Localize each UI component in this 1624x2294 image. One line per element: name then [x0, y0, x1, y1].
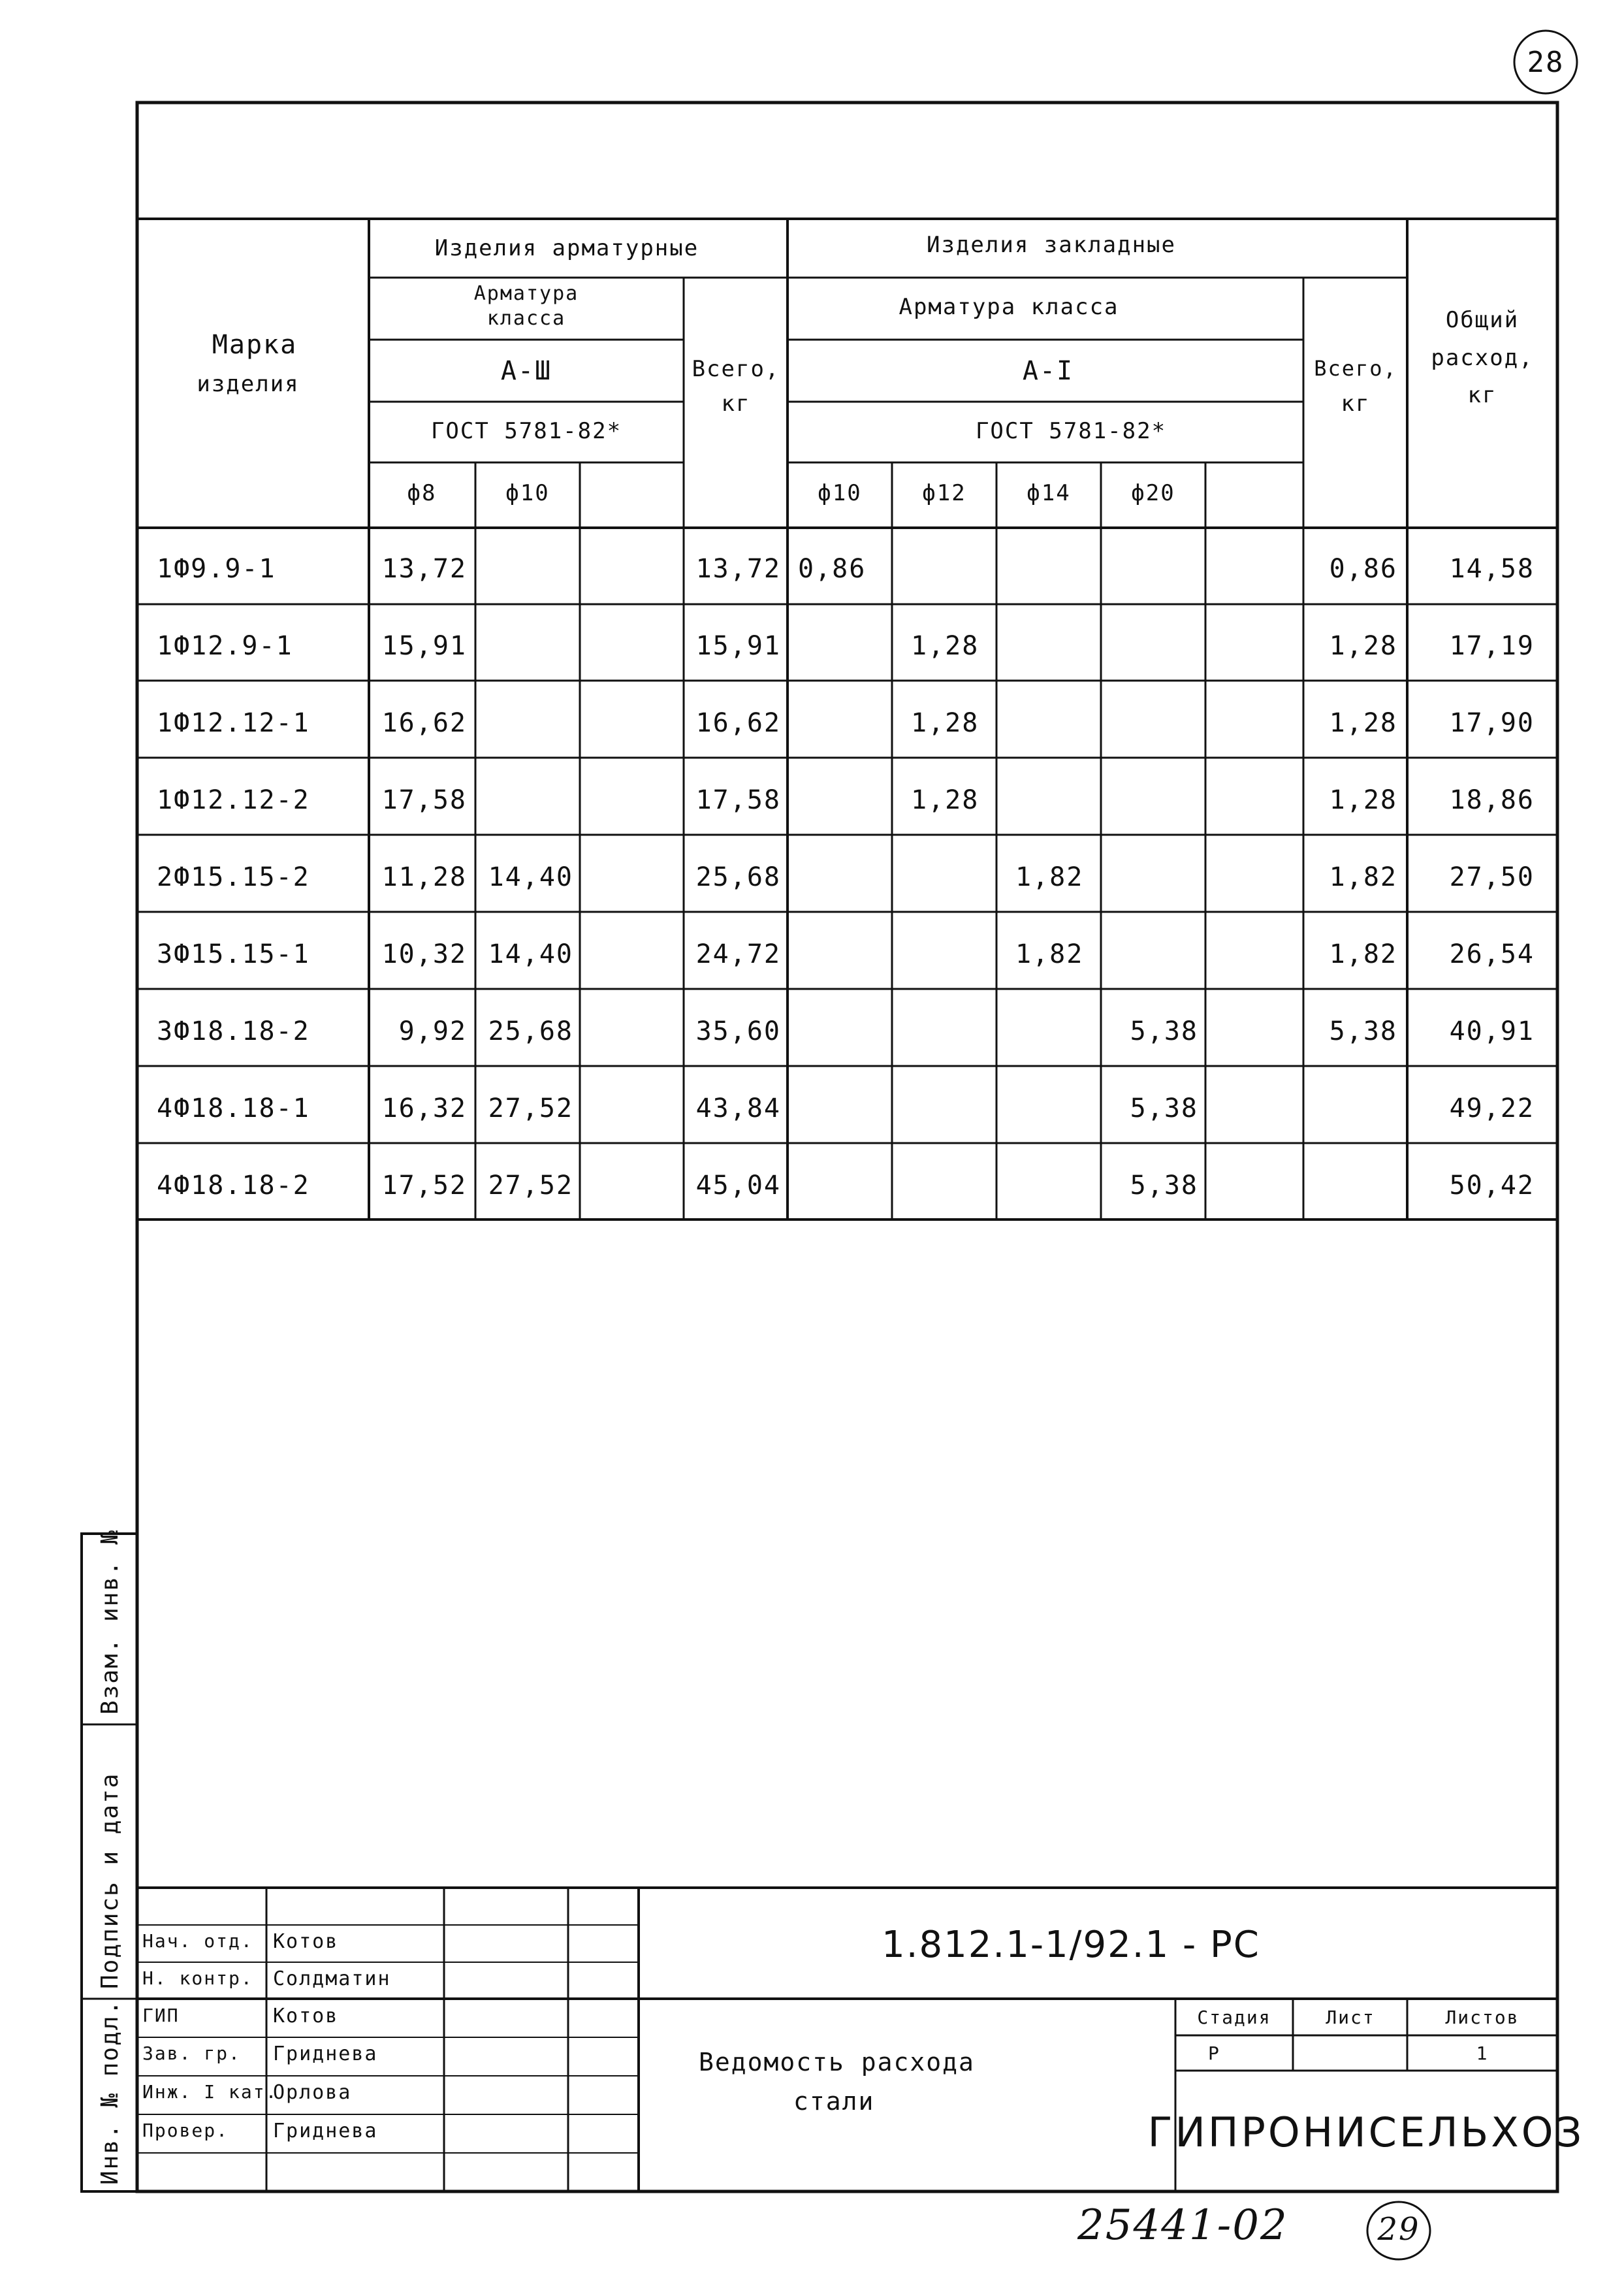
listov-value: 1 — [1476, 2043, 1489, 2064]
cell-vsego-zakl: 1,28 — [1329, 631, 1397, 661]
cell-d8: 17,52 — [381, 1171, 467, 1201]
header-d-zakl-14: ф14 — [1027, 480, 1071, 506]
header-vsego-1a: Всего, — [692, 356, 780, 382]
cell-mark: 4Ф18.18-1 — [157, 1093, 310, 1123]
cell-mark: 1Ф9.9-1 — [157, 554, 276, 584]
header-arm-klassa-2: Арматура класса — [899, 294, 1119, 320]
cell-d8: 17,58 — [381, 785, 467, 815]
list-label: Лист — [1326, 2007, 1375, 2028]
cell-vsego-arm: 17,58 — [695, 785, 781, 815]
header-d-zakl-20: ф20 — [1131, 480, 1175, 506]
role-label: Н. контр. — [142, 1967, 253, 1989]
header-d-zakl-10: ф10 — [818, 480, 862, 506]
side-stamp-inv-podl: Инв. № подл. — [97, 1999, 123, 2185]
cell-vsego-arm: 13,72 — [695, 554, 781, 584]
cell-z14: 1,82 — [1015, 939, 1084, 969]
cell-vsego-zakl: 0,86 — [1329, 554, 1397, 584]
stadiya-label: Стадия — [1197, 2007, 1271, 2028]
cell-mark: 4Ф18.18-2 — [157, 1171, 310, 1201]
cell-vsego-arm: 15,91 — [695, 631, 781, 661]
role-label: Инж. I кат. — [142, 2081, 278, 2103]
bottom-page: 29 — [1377, 2211, 1420, 2248]
person-name: Орлова — [273, 2081, 352, 2104]
cell-total: 14,58 — [1449, 554, 1535, 584]
header-d-arm-8: ф8 — [407, 480, 437, 506]
cell-d10: 25,68 — [488, 1016, 573, 1046]
cell-d10: 14,40 — [488, 939, 573, 969]
cell-vsego-arm: 45,04 — [695, 1171, 781, 1201]
header-arm-klassa-1b: класса — [486, 307, 566, 330]
cell-vsego-zakl: 5,38 — [1329, 1016, 1397, 1046]
page-number-top: 28 — [1527, 46, 1565, 79]
side-stamp-podpis-data: Подпись и дата — [97, 1772, 123, 1989]
person-name: Котов — [273, 1930, 339, 1953]
cell-d8: 9,92 — [398, 1016, 467, 1046]
cell-total: 40,91 — [1449, 1016, 1535, 1046]
header-klass-1: А-Ш — [500, 356, 552, 386]
role-label: ГИП — [142, 2005, 180, 2026]
header-d-arm-10: ф10 — [505, 480, 550, 506]
cell-vsego-zakl: 1,28 — [1329, 785, 1397, 815]
header-vsego-2b: кг — [1341, 391, 1371, 417]
cell-vsego-arm: 35,60 — [695, 1016, 781, 1046]
cell-d8: 16,62 — [381, 708, 467, 738]
cell-d8: 16,32 — [381, 1093, 467, 1123]
cell-mark: 3Ф18.18-2 — [157, 1016, 310, 1046]
document-code: 1.812.1-1/92.1 - РС — [882, 1924, 1260, 1966]
person-name: Гриднева — [273, 2120, 378, 2142]
cell-z20: 5,38 — [1130, 1016, 1198, 1046]
cell-d10: 14,40 — [488, 862, 573, 892]
cell-z20: 5,38 — [1130, 1093, 1198, 1123]
header-gost-1: ГОСТ 5781-82* — [430, 418, 622, 444]
cell-d8: 13,72 — [381, 554, 467, 584]
cell-vsego-arm: 43,84 — [695, 1093, 781, 1123]
role-label: Нач. отд. — [142, 1930, 253, 1952]
header-izd-zakl: Изделия закладные — [927, 232, 1176, 258]
header-izd-arm: Изделия арматурные — [434, 235, 699, 261]
cell-total: 18,86 — [1449, 785, 1535, 815]
cell-z20: 5,38 — [1130, 1171, 1198, 1201]
cell-total: 50,42 — [1449, 1171, 1535, 1201]
cell-total: 49,22 — [1449, 1093, 1535, 1123]
cell-total: 26,54 — [1449, 939, 1535, 969]
header-marka-1: Марка — [212, 330, 298, 360]
cell-total: 17,19 — [1449, 631, 1535, 661]
header-marka-2: изделия — [197, 371, 300, 397]
header-gost-2: ГОСТ 5781-82* — [975, 418, 1167, 444]
bottom-number: 25441-02 — [1077, 2201, 1288, 2250]
role-label: Зав. гр. — [142, 2043, 241, 2064]
person-name: Солдматин — [273, 1967, 391, 1990]
cell-mark: 2Ф15.15-2 — [157, 862, 310, 892]
listov-label: Листов — [1445, 2007, 1520, 2028]
stadiya-value: Р — [1208, 2043, 1220, 2064]
cell-z12: 1,28 — [911, 631, 979, 661]
doc-title-2: стали — [793, 2087, 875, 2116]
cell-vsego-zakl: 1,82 — [1329, 862, 1397, 892]
cell-total: 17,90 — [1449, 708, 1535, 738]
cell-z14: 1,82 — [1015, 862, 1084, 892]
cell-mark: 1Ф12.12-1 — [157, 708, 310, 738]
header-vsego-2a: Всего, — [1314, 356, 1397, 381]
cell-z10: 0,86 — [798, 554, 867, 584]
cell-vsego-arm: 24,72 — [695, 939, 781, 969]
cell-vsego-arm: 16,62 — [695, 708, 781, 738]
header-obshiy-2: расход, — [1431, 345, 1534, 371]
doc-title-1: Ведомость расхода — [699, 2048, 975, 2076]
header-klass-2: А-I — [1022, 356, 1074, 386]
person-name: Гриднева — [273, 2043, 378, 2065]
cell-mark: 1Ф12.9-1 — [157, 631, 293, 661]
cell-d10: 27,52 — [488, 1171, 573, 1201]
cell-d10: 27,52 — [488, 1093, 573, 1123]
cell-mark: 1Ф12.12-2 — [157, 785, 310, 815]
header-d-zakl-12: ф12 — [922, 480, 966, 506]
side-stamp-vzam-inv: Взам. инв. № — [97, 1528, 123, 1715]
cell-vsego-zakl: 1,82 — [1329, 939, 1397, 969]
cell-z12: 1,28 — [911, 785, 979, 815]
header-vsego-1b: кг — [721, 391, 751, 417]
cell-d8: 15,91 — [381, 631, 467, 661]
header-arm-klassa-1a: Арматура — [473, 282, 579, 305]
header-obshiy-3: кг — [1467, 382, 1497, 408]
cell-d8: 10,32 — [381, 939, 467, 969]
cell-mark: 3Ф15.15-1 — [157, 939, 310, 969]
role-label: Провер. — [142, 2120, 229, 2141]
cell-total: 27,50 — [1449, 862, 1535, 892]
organization: ГИПРОНИСЕЛЬХОЗ — [1147, 2108, 1585, 2156]
cell-d8: 11,28 — [381, 862, 467, 892]
person-name: Котов — [273, 2005, 339, 2027]
cell-vsego-arm: 25,68 — [695, 862, 781, 892]
cell-z12: 1,28 — [911, 708, 979, 738]
header-obshiy-1: Общий — [1445, 307, 1520, 333]
cell-vsego-zakl: 1,28 — [1329, 708, 1397, 738]
